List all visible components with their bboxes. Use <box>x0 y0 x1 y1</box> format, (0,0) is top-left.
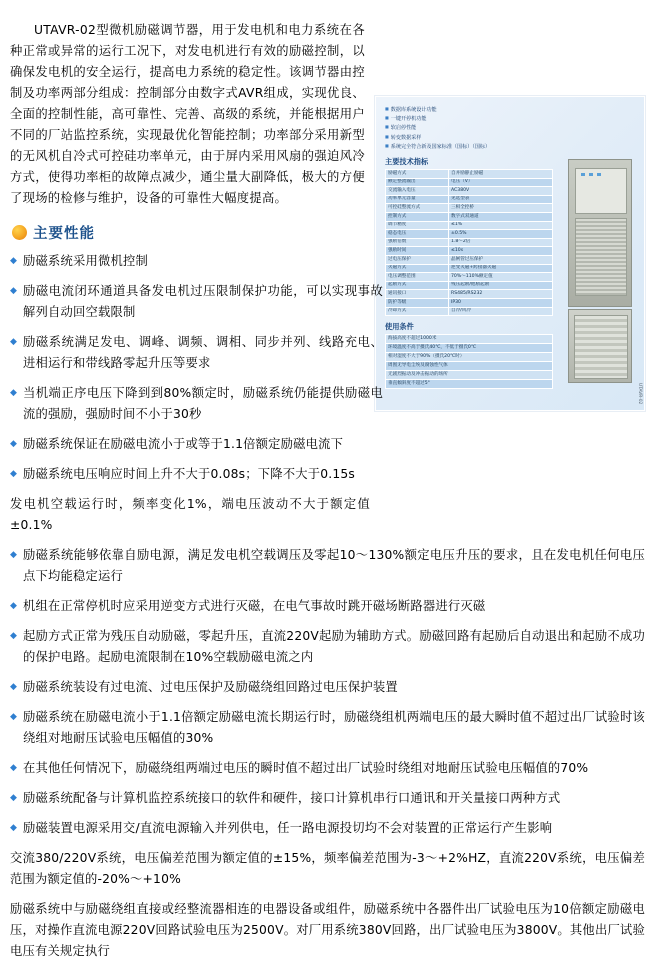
figure-bullet-4: ■ 系统完全符合新及国家标准（国标）（国标） <box>385 142 553 151</box>
panel-led-icon <box>597 173 601 176</box>
table-row <box>386 307 553 316</box>
feature-text: 励磁系统采用微机控制 <box>23 253 148 268</box>
feature-text: 在其他任何情况下，励磁绕组两端过电压的瞬时值不超过出厂试验时绕组对地耐压试验电压幅值的70% <box>23 760 589 775</box>
spec-val: IP30 <box>449 298 553 307</box>
spec-val: 1.8～2倍 <box>449 238 553 247</box>
spec-val: 自冷/风冷 <box>449 307 553 316</box>
list-item <box>10 788 645 809</box>
table-row <box>386 187 553 196</box>
spec-val: 三相全控桥 <box>449 204 553 213</box>
power-cabinet-image <box>568 309 632 383</box>
feature-text: 励磁系统装设有过电流、过电压保护及励磁绕组回路过电压保护装置 <box>23 679 398 694</box>
spec-table <box>385 169 553 316</box>
table-row <box>386 195 553 204</box>
spec-key: 额定整流输出 <box>386 178 449 187</box>
figure-bullet-1: ■ 一键开停机功能 <box>385 114 553 123</box>
feature-text: 当机端正序电压下降到到80%额定时，励磁系统仍能提供励磁电流的强励，强励时间不小于30秒 <box>23 385 383 421</box>
conditions-table <box>385 334 553 389</box>
table-row <box>386 204 553 213</box>
spec-key: 强励倍数 <box>386 238 449 247</box>
spec-val: 逆变灭磁+跨接器灭磁 <box>449 264 553 273</box>
spec-val: 70%～110%额定值 <box>449 273 553 282</box>
diamond-bullet-icon: ◆ <box>10 468 18 479</box>
list-item <box>10 707 645 749</box>
spec-key: 强励时间 <box>386 247 449 256</box>
feature-text: 励磁系统配备与计算机监控系统接口的软件和硬件，接口计算机串行口通讯和开关量接口两种方式 <box>23 790 561 805</box>
spec-key: 调节精度 <box>386 221 449 230</box>
spec-panel <box>385 105 553 389</box>
figure-bullet-3: ■ 转变数据采样 <box>385 133 553 142</box>
table-row <box>386 281 553 290</box>
table-row <box>386 247 553 256</box>
table-row <box>386 371 553 380</box>
spec-key: 稳态电压 <box>386 230 449 239</box>
spec-val: ±0.5% <box>449 230 553 239</box>
feature-text: 发电机空载运行时，频率变化1%，端电压波动不大于额定值±0.1% <box>10 496 370 532</box>
table-row <box>386 298 553 307</box>
diamond-bullet-icon: ◆ <box>10 762 18 773</box>
diamond-bullet-icon: ◆ <box>10 822 18 833</box>
list-item <box>10 464 383 485</box>
table-row <box>386 353 553 362</box>
diamond-bullet-icon: ◆ <box>10 711 18 722</box>
list-item <box>10 332 383 374</box>
spec-key: 交流输入电压 <box>386 187 449 196</box>
condition-cell: 垂直倾斜度不超过5° <box>386 380 553 389</box>
table-row <box>386 178 553 187</box>
diamond-bullet-icon: ◆ <box>10 438 18 449</box>
diamond-bullet-icon: ◆ <box>10 336 18 347</box>
spec-val: 自并励静止励磁 <box>449 170 553 179</box>
condition-cell: 无剧烈振动及冲击振动的场所 <box>386 371 553 380</box>
feature-text: 起励方式正常为残压自动励磁，零起升压，直流220V起励为辅助方式。励磁回路有起励后自动退出和起励不成功的保护电路。起励电流限制在10%空载励磁电流之内 <box>23 628 645 664</box>
figure-feature-bullets <box>385 105 553 151</box>
table-row <box>386 380 553 389</box>
table-row <box>386 230 553 239</box>
figure-bullet-0: ■ 数据库系统设计功能 <box>385 105 553 114</box>
list-item <box>10 545 645 587</box>
feature-text: 交流380/220V系统，电压偏差范围为额定值的±15%，频率偏差范围为-3～+2%HZ，直流220V系统，电压偏差范围为额定值的-20%～+10% <box>10 850 645 886</box>
panel-led-icon <box>581 173 585 176</box>
feature-text: 励磁系统保证在励磁电流小于或等于1.1倍额定励磁电流下 <box>23 436 344 451</box>
feature-text: 励磁装置电源采用交/直流电源输入并列供电，任一路电源投切均不会对装置的正常运行产生影响 <box>23 820 553 835</box>
table-row <box>386 344 553 353</box>
table-row <box>386 273 553 282</box>
condition-cell: 环境温度不高于摄氏40℃，不低于摄氏0℃ <box>386 344 553 353</box>
product-figure <box>375 96 645 411</box>
table-row <box>386 290 553 299</box>
section-header <box>12 222 372 243</box>
spec-val: 晶闸管过压保护 <box>449 255 553 264</box>
spec-key: 电压调整范围 <box>386 273 449 282</box>
spec-table-title: 主要技术指标 <box>385 157 429 167</box>
spec-val: 电压（V） <box>449 178 553 187</box>
table-row <box>386 362 553 371</box>
diamond-bullet-icon: ◆ <box>10 255 18 266</box>
spec-val: AC380V <box>449 187 553 196</box>
spec-key: 励磁方式 <box>386 170 449 179</box>
feature-text: 励磁系统满足发电、调峰、调频、调相、同步并列、线路充电、进相运行和带线路零起升压等要求 <box>23 334 383 370</box>
table-row <box>386 264 553 273</box>
spec-key: 过电压保护 <box>386 255 449 264</box>
spec-val: 见选型表 <box>449 195 553 204</box>
list-item <box>10 383 383 425</box>
cabinet-door <box>574 315 628 379</box>
condition-cell: 相对湿度不大于90%（摄氏20℃时） <box>386 353 553 362</box>
cabinet-ventilation-grille <box>575 218 627 296</box>
feature-text: 励磁电流闭环通道具备发电机过压限制保护功能，可以实现事故解列自动回空载限制 <box>23 283 383 319</box>
list-item <box>10 758 645 779</box>
figure-code-label: UTAVR-02 <box>637 382 642 404</box>
spec-val: ≤1% <box>449 221 553 230</box>
diamond-bullet-icon: ◆ <box>10 681 18 692</box>
table-row <box>386 170 553 179</box>
spec-val: 残压起励/他励起励 <box>449 281 553 290</box>
list-item <box>10 899 645 962</box>
conditions-table-title: 使用条件 <box>385 322 414 332</box>
feature-text: 励磁系统能够依靠自励电源，满足发电机空载调压及零起10～130%额定电压升压的要求，且在发电机任何电压点下均能稳定运行 <box>23 547 645 583</box>
list-item <box>10 596 645 617</box>
spec-key: 功率单元容量 <box>386 195 449 204</box>
orange-dot-icon <box>12 225 27 240</box>
list-item <box>10 251 383 272</box>
spec-key: 灭磁方式 <box>386 264 449 273</box>
list-item <box>10 677 645 698</box>
list-item <box>10 626 645 668</box>
excitation-cabinet-image <box>568 159 632 307</box>
figure-bullet-2: ■ 软启停性能 <box>385 123 553 132</box>
list-item <box>10 434 383 455</box>
intro-paragraph: UTAVR-02型微机励磁调节器，用于发电机和电力系统在各种正常或异常的运行工况下，对发电机进行有效的励磁控制，以确保发电机的安全运行，提高电力系统的稳定性。该调节器由控制及功率两部分组成：控制部分由数字式AVR组成，实现优良、全面的控制性能，高可靠性、完善、高级的系统，并能根据用户不同的厂站监控系统，实现最优化智能控制；功率部分采用新型的无风机自冷式可控硅功率单元，由于屏内采用风扇的强迫风冷方式，使得功率柜的故障点减少，通尘量大副降低，极大的方便了现场的检修与维护，设备的可靠性大幅度提高。 <box>10 23 365 206</box>
diamond-bullet-icon: ◆ <box>10 600 18 611</box>
spec-val: RS485/RS232 <box>449 290 553 299</box>
cabinet-control-panel <box>575 168 627 214</box>
spec-val: ≤10s <box>449 247 553 256</box>
panel-led-icon <box>589 173 593 176</box>
list-item <box>10 494 370 536</box>
table-row <box>386 335 553 344</box>
table-row <box>386 212 553 221</box>
list-item <box>10 281 383 323</box>
condition-cell: 海拔高度不超过1000米 <box>386 335 553 344</box>
table-row <box>386 221 553 230</box>
section-title: 主要性能 <box>33 225 95 242</box>
feature-text: 励磁系统电压响应时间上升不大于0.08s；下降不大于0.15s <box>23 466 356 481</box>
spec-key: 控制方式 <box>386 212 449 221</box>
spec-key: 通讯接口 <box>386 290 449 299</box>
diamond-bullet-icon: ◆ <box>10 549 18 560</box>
spec-key: 防护等级 <box>386 298 449 307</box>
spec-key: 冷却方式 <box>386 307 449 316</box>
condition-cell: 周围无导电尘埃及腐蚀性气体 <box>386 362 553 371</box>
diamond-bullet-icon: ◆ <box>10 792 18 803</box>
diamond-bullet-icon: ◆ <box>10 630 18 641</box>
table-row <box>386 255 553 264</box>
feature-text: 励磁系统中与励磁绕组直接或经整流器相连的电器设备或组件，励磁系统中各器件出厂试验电压为10倍额定励磁电压，对操作直流电源220V回路试验电压为2500V。对厂用系统380V回路，出厂试验电压为3800V。其他出厂试验电压有关规定执行 <box>10 901 645 958</box>
feature-text: 励磁系统在励磁电流小于1.1倍额定励磁电流长期运行时，励磁绕组机两端电压的最大瞬时值不超过出厂试验时该绕组对地耐压试验电压幅值的30% <box>23 709 645 745</box>
list-item <box>10 848 645 890</box>
list-item <box>10 818 645 839</box>
table-row <box>386 238 553 247</box>
spec-key: 可控硅整流方式 <box>386 204 449 213</box>
spec-val: 数字式双通道 <box>449 212 553 221</box>
diamond-bullet-icon: ◆ <box>10 387 18 398</box>
diamond-bullet-icon: ◆ <box>10 285 18 296</box>
spec-key: 起励方式 <box>386 281 449 290</box>
feature-text: 机组在正常停机时应采用逆变方式进行灭磁，在电气事故时跳开磁场断路器进行灭磁 <box>23 598 486 613</box>
